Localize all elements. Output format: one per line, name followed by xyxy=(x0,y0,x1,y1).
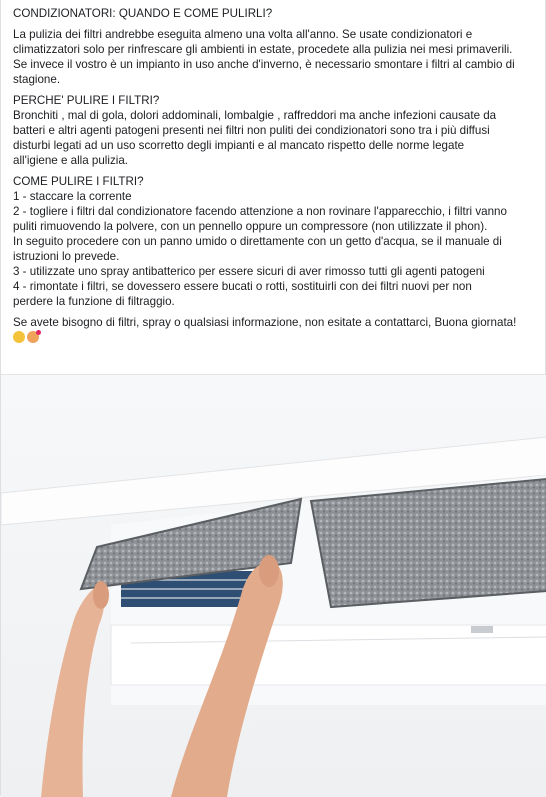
ac-indicator xyxy=(471,626,493,633)
why-paragraph: PERCHE' PULIRE I FILTRI? Bronchiti , mal di gola, dolori addominali, lombalgie , raffreddori ma anche infezioni causate da batteri e altri agenti patogeni presenti nei filtri non puliti dei condizionatori sono tra i più diffusi disturbi legati ad un uso scorretto degli impianti e al mancato rispetto delle norme legate all'igiene e alla pulizia. xyxy=(13,93,533,168)
ac-bottom-panel xyxy=(111,625,546,685)
intro-paragraph: La pulizia dei filtri andrebbe eseguita almeno una volta all'anno. Se usate condizionatori e climatizzatori solo per rinfrescare gli ambienti in estate, procedete alla pulizia nei mesi primaverili. Se invece il vostro è un impianto in uso anche d'inverno, è necessario smontare i filtri al cambio di stagione. xyxy=(13,28,515,86)
right-hand xyxy=(259,555,279,587)
how-heading: COME PULIRE I FILTRI? xyxy=(13,175,144,188)
grinning-sweat-emoji xyxy=(13,331,25,343)
why-heading: PERCHE' PULIRE I FILTRI? xyxy=(13,94,160,107)
post-title: CONDIZIONATORI: QUANDO E COME PULIRLI? xyxy=(13,7,273,20)
filter-right xyxy=(311,479,546,607)
left-hand xyxy=(93,581,109,609)
closing-paragraph: Se avete bisogno di filtri, spray o qualsiasi informazione, non esitate a contattarci, Buona giornata! xyxy=(13,315,533,345)
post-text xyxy=(1,0,545,345)
post-photo[interactable] xyxy=(1,374,546,797)
smiling-hearts-emoji xyxy=(27,331,39,343)
air-conditioner-photo xyxy=(1,375,546,797)
how-paragraph: COME PULIRE I FILTRI? 1 - staccare la corrente 2 - togliere i filtri dal condizionatore facendo attenzione a non rovinare l'apparecchio, i filtri vanno puliti rimuovendo la polvere, con un pennello oppure un compressore (non utilizzate il phon). In seguito procedere con un panno umido o direttamente con un getto d'acqua, se il manuale di istruzioni lo prevede. 3 - utilizzate uno spray antibatterico per essere sicuri di aver rimosso tutti gli agenti patogeni 4 - rimontate i filtri, se dovessero essere bucati o rotti, sostituirli con dei filtri nuovi per non perdere la funzione di filtraggio. xyxy=(13,174,533,309)
